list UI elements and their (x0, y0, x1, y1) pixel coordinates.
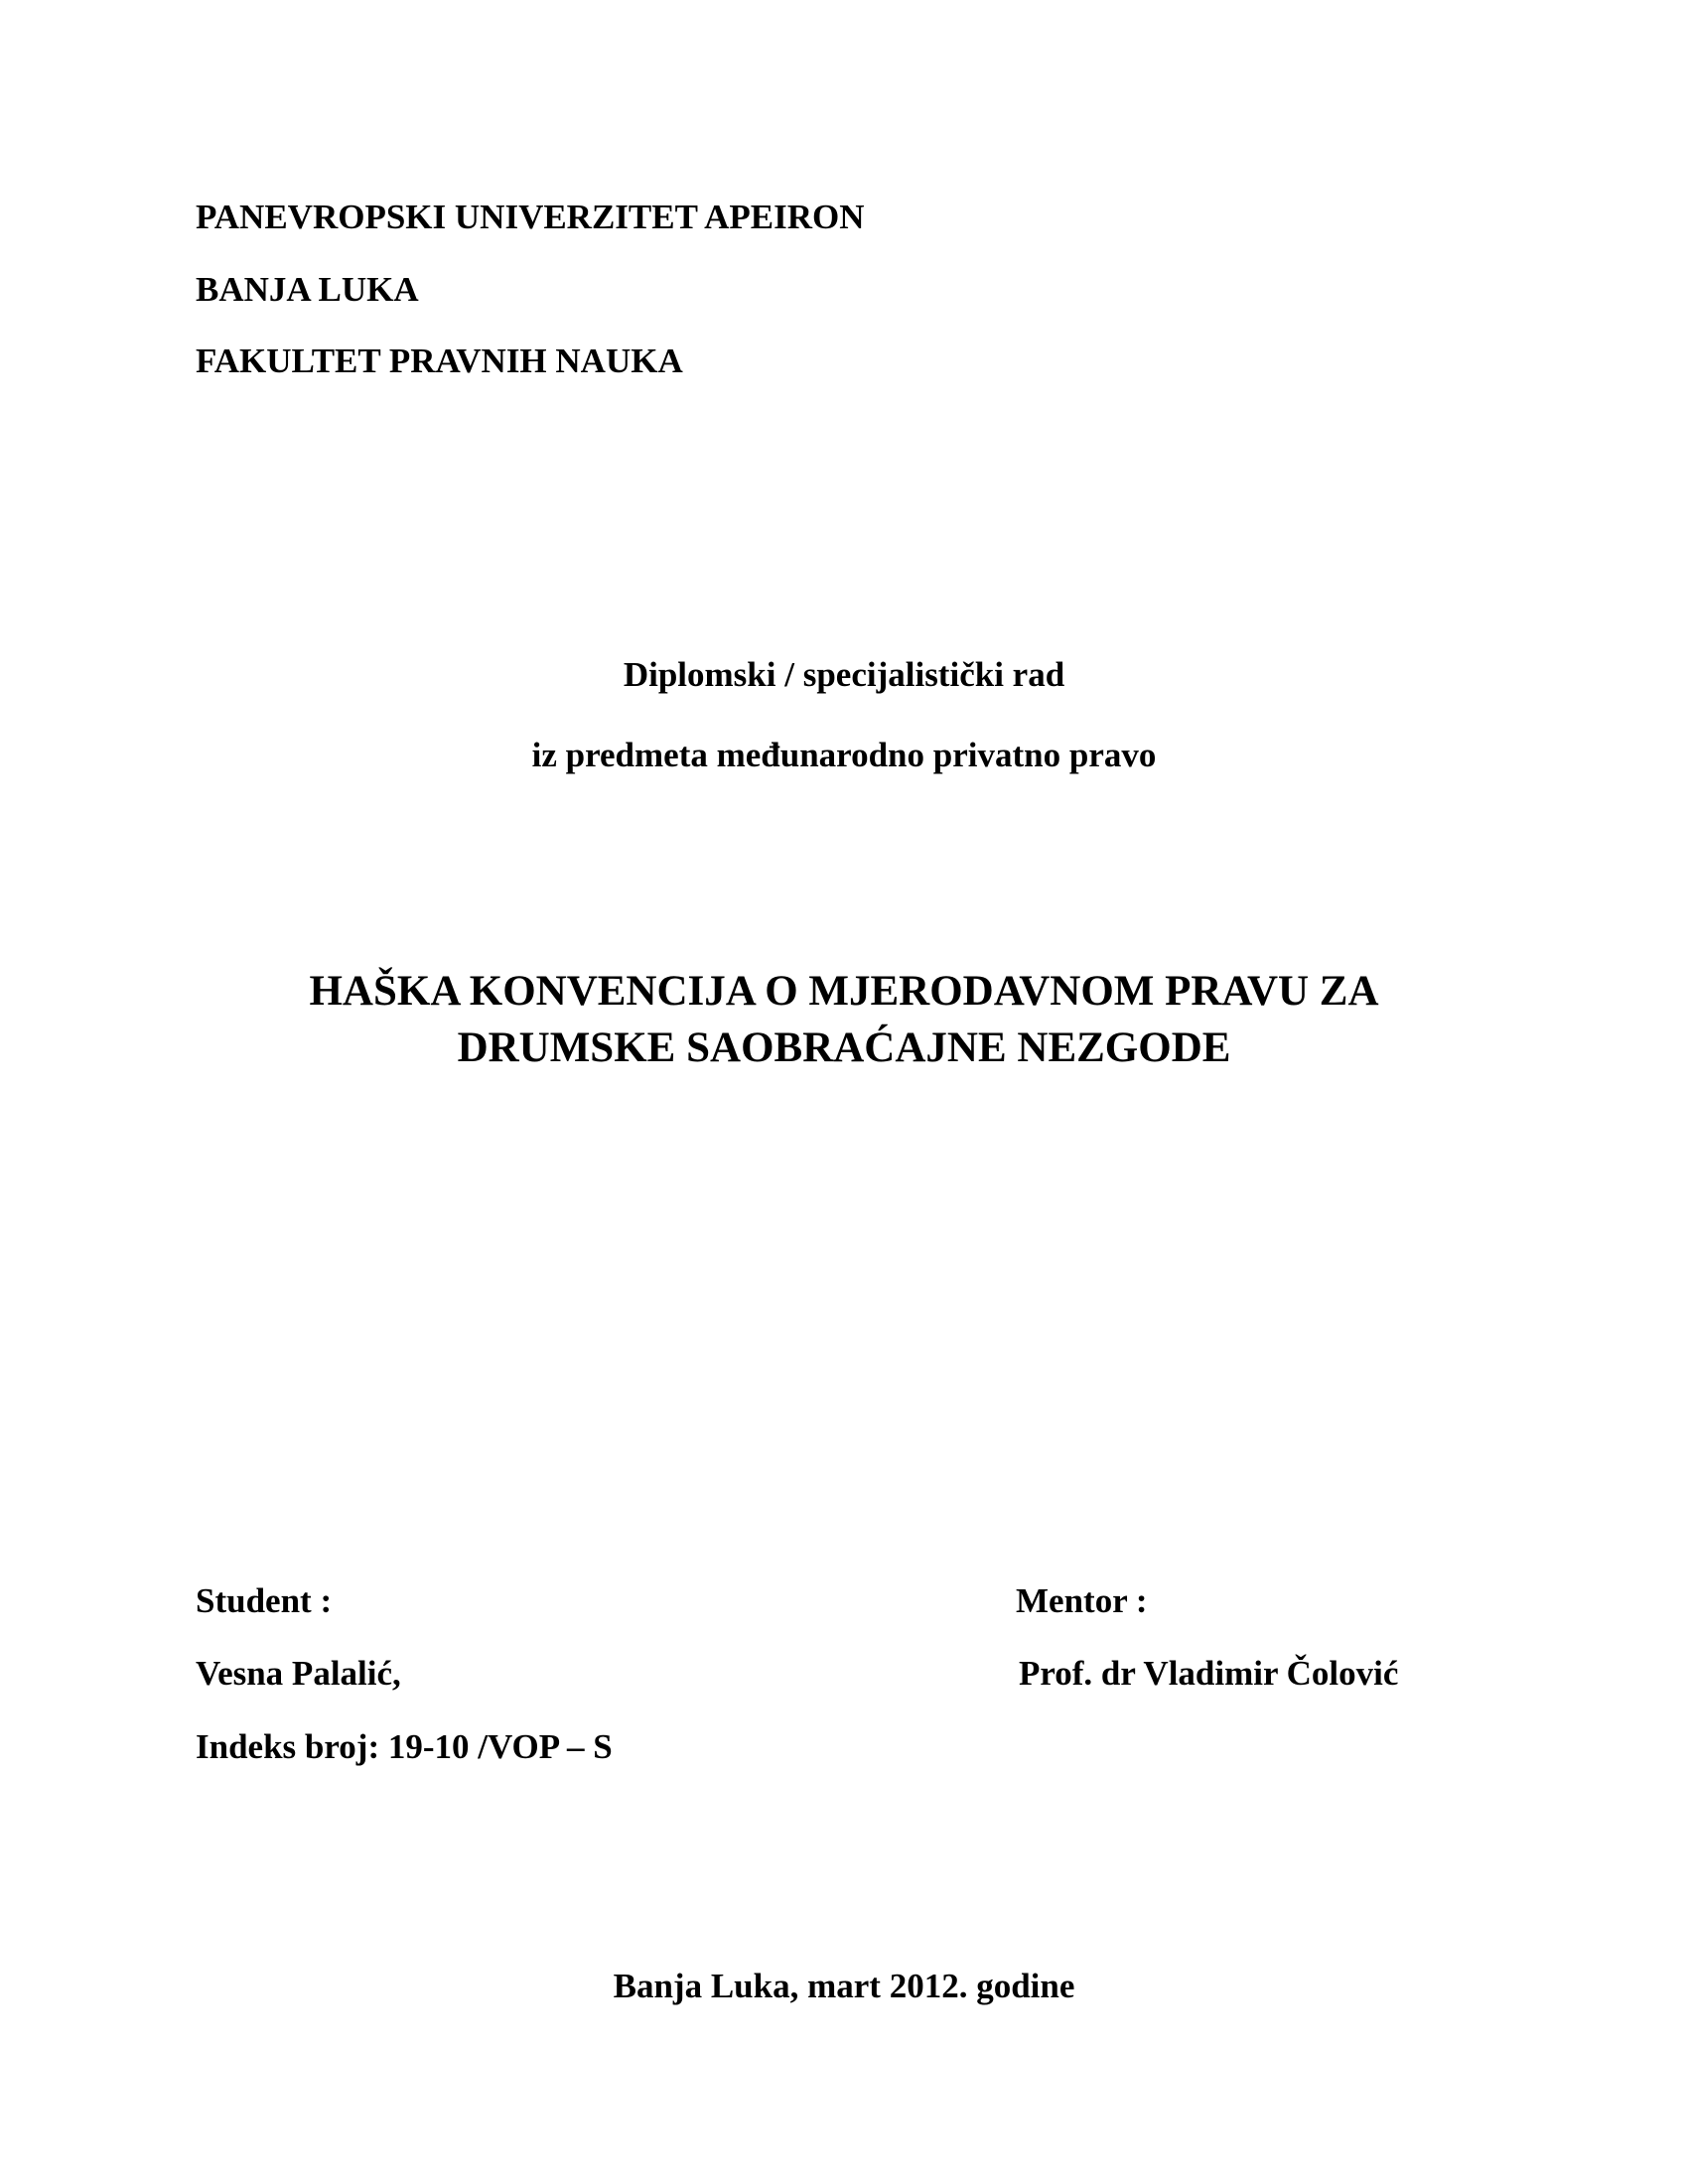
student-label: Student : (196, 1581, 333, 1620)
thesis-subject: iz predmeta međunarodno privatno pravo (531, 736, 1157, 774)
mentor-name: Prof. dr Vladimir Čolović (1019, 1654, 1399, 1693)
student-index: Indeks broj: 19-10 /VOP – S (196, 1727, 613, 1766)
place-date: Banja Luka, mart 2012. godine (613, 1967, 1075, 2005)
thesis-type: Diplomski / specijalistički rad (623, 655, 1065, 694)
student-name: Vesna Palalić, (196, 1654, 401, 1693)
mentor-label: Mentor : (1016, 1581, 1148, 1620)
city-name: BANJA LUKA (196, 270, 419, 309)
thesis-title-line-2: DRUMSKE SAOBRAĆAJNE NEZGODE (457, 1024, 1231, 1071)
faculty-name: FAKULTET PRAVNIH NAUKA (196, 341, 683, 380)
university-name: PANEVROPSKI UNIVERZITET APEIRON (196, 198, 865, 236)
thesis-title-line-1: HAŠKA KONVENCIJA O MJERODAVNOM PRAVU ZA (309, 968, 1379, 1015)
